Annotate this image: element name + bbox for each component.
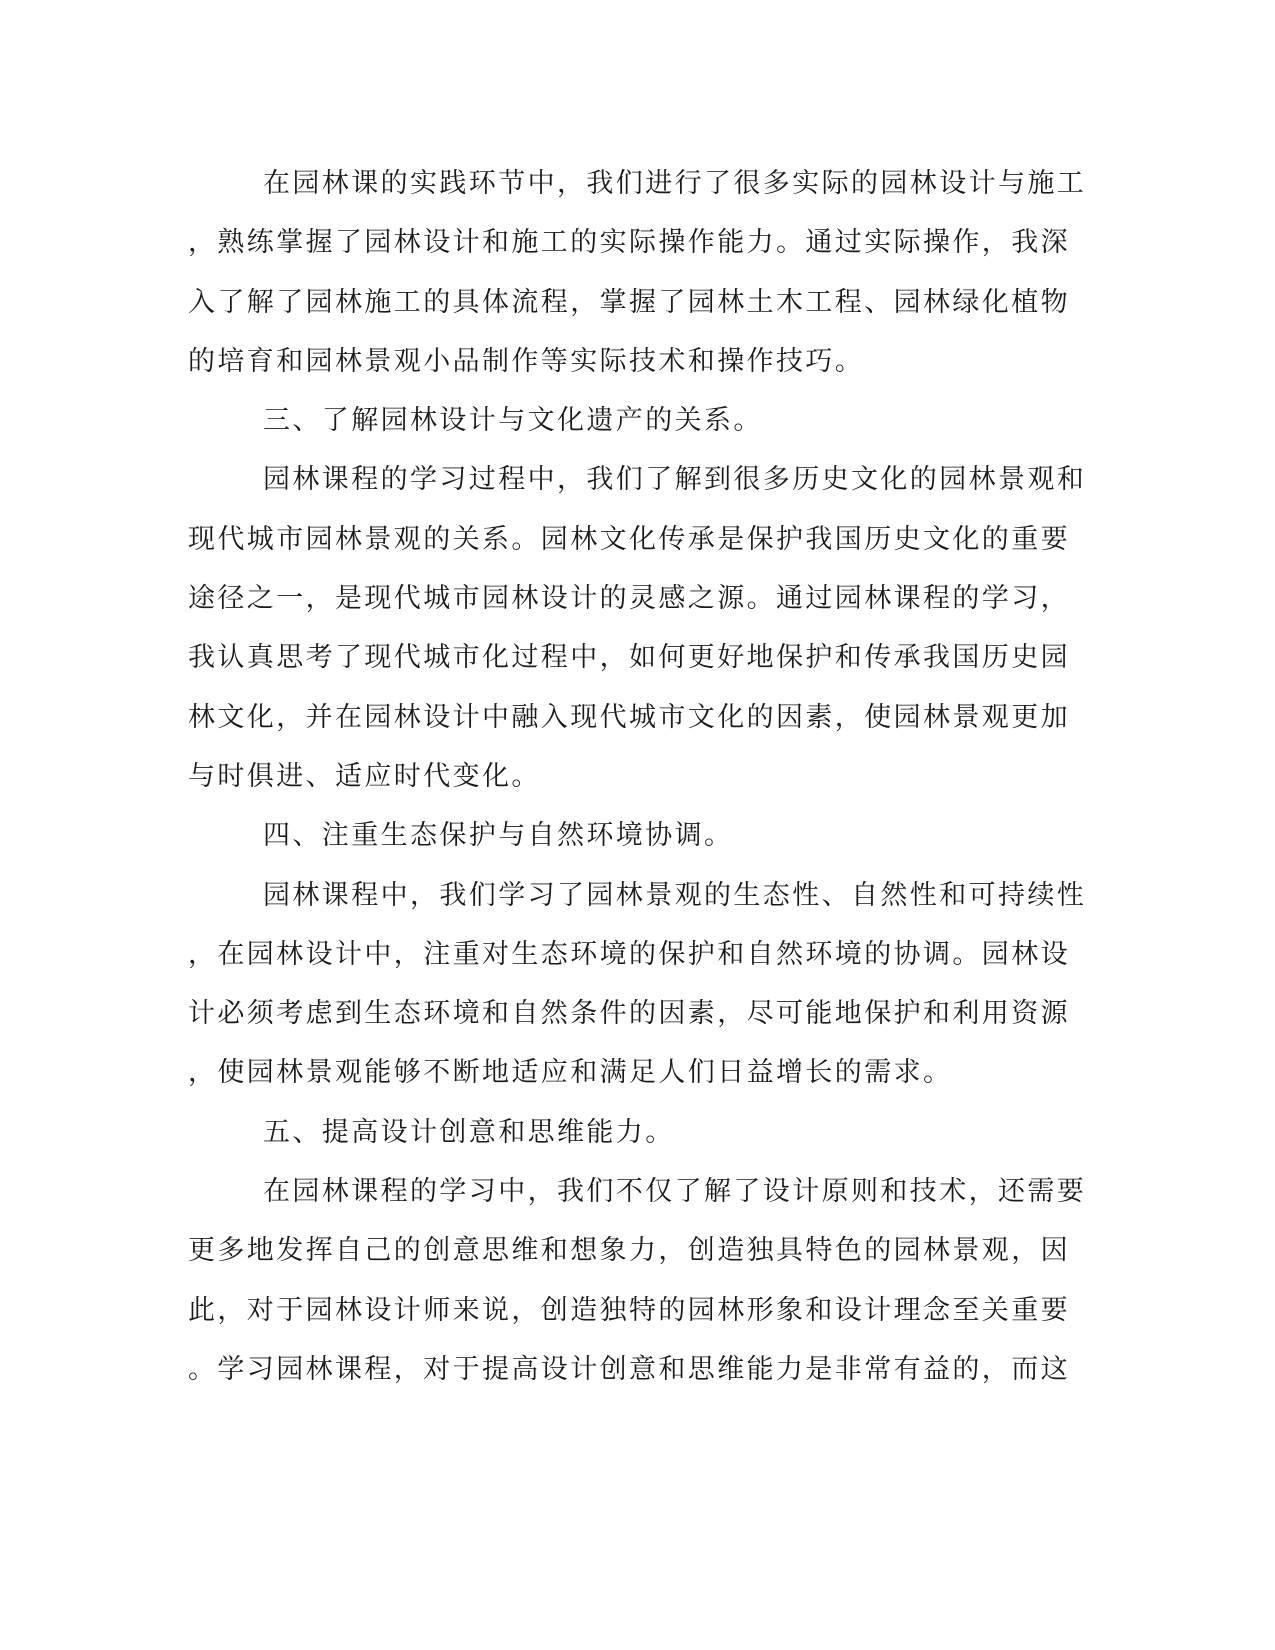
text-line: 园林课程中，我们学习了园林景观的生态性、自然性和可持续性: [263, 879, 1087, 911]
body-text: [188, 154, 1088, 1399]
text-line: 现代城市园林景观的关系。园林文化传承是保护我国历史文化的重要: [188, 523, 1070, 555]
text-line: 入了解了园林施工的具体流程，掌握了园林土木工程、园林绿化植物: [188, 286, 1070, 318]
text-line: ，使园林景观能够不断地适应和满足人们日益增长的需求。: [188, 1057, 953, 1089]
text-line: 林文化，并在园林设计中融入现代城市文化的因素，使园林景观更加: [188, 701, 1070, 733]
text-line: 五、提高设计创意和思维能力。: [263, 1116, 675, 1148]
text-line: 此，对于园林设计师来说，创造独特的园林形象和设计理念至关重要: [188, 1294, 1070, 1326]
text-line: 四、注重生态保护与自然环境协调。: [263, 820, 734, 852]
text-line: 更多地发挥自己的创意思维和想象力，创造独具特色的园林景观，因: [188, 1235, 1070, 1267]
text-line: 在园林课的实践环节中，我们进行了很多实际的园林设计与施工: [263, 168, 1087, 199]
text-line: 与时俱进、适应时代变化。: [188, 760, 541, 792]
text-line: ，熟练掌握了园林设计和施工的实际操作能力。通过实际操作，我深: [188, 227, 1070, 259]
text-line: 三、了解园林设计与文化遗产的关系。: [263, 405, 763, 437]
text-line: 的培育和园林景观小品制作等实际技术和操作技巧。: [188, 345, 865, 377]
text-line: 园林课程的学习过程中，我们了解到很多历史文化的园林景观和: [263, 464, 1087, 496]
text-line: 途径之一，是现代城市园林设计的灵感之源。通过园林课程的学习，: [188, 583, 1070, 615]
text-line: ，在园林设计中，注重对生态环境的保护和自然环境的协调。园林设: [188, 938, 1070, 970]
text-line: 。学习园林课程，对于提高设计创意和思维能力是非常有益的，而这: [188, 1353, 1070, 1385]
text-line: 计必须考虑到生态环境和自然条件的因素，尽可能地保护和利用资源: [188, 998, 1070, 1030]
text-line: 我认真思考了现代城市化过程中，如何更好地保护和传承我国历史园: [188, 642, 1070, 674]
text-line: 在园林课程的学习中，我们不仅了解了设计原则和技术，还需要: [263, 1176, 1087, 1208]
